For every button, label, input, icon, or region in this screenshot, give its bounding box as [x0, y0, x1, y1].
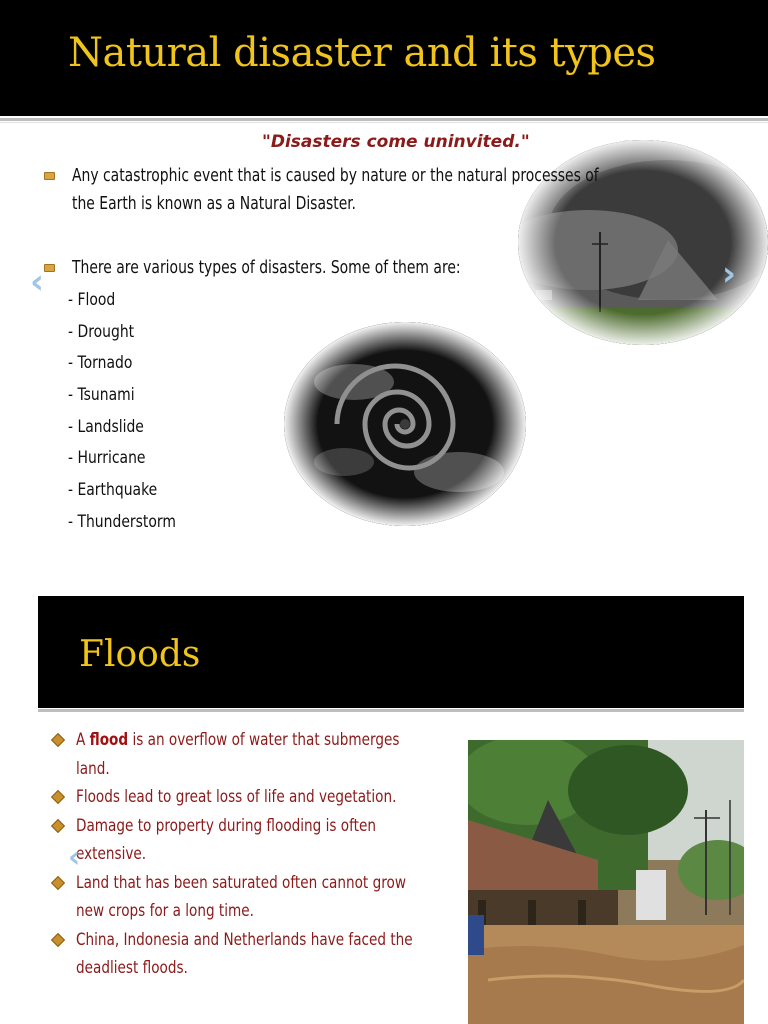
- bullet-line: China, Indonesia and Netherlands have faced the: [76, 929, 413, 950]
- bullet-line: Damage to property during flooding is often: [76, 815, 376, 836]
- flood-facts-list: [50, 726, 464, 983]
- list-item: - Landslide: [68, 416, 144, 437]
- slide-title: Floods: [79, 634, 201, 675]
- list-item: - Thunderstorm: [68, 511, 176, 532]
- list-item: - Hurricane: [68, 448, 146, 469]
- intro-line-1: Any catastrophic event that is caused by nature or the natural processes of: [72, 165, 599, 186]
- previous-slide-arrow[interactable]: ‹: [68, 840, 81, 875]
- bullet-line: extensive.: [76, 844, 147, 864]
- diamond-bullet-icon: [51, 932, 65, 946]
- list-item: - Flood: [68, 290, 116, 310]
- types-intro: There are various types of disasters. Some of them are:: [72, 257, 461, 278]
- bullet-line: deadliest floods.: [76, 958, 188, 978]
- list-item: - Drought: [68, 321, 135, 342]
- intro-line-2: the Earth is known as a Natural Disaster.: [72, 193, 356, 214]
- list-item: [50, 812, 464, 869]
- slide-quote: "Disasters come uninvited.": [262, 132, 530, 152]
- title-divider: [0, 118, 768, 121]
- slide-title-bar: [0, 0, 768, 116]
- slide-floods: [38, 596, 744, 1024]
- list-item: [50, 869, 464, 926]
- slide-title: Natural disaster and its types: [68, 30, 656, 76]
- title-divider: [38, 709, 744, 712]
- text: is an overflow of water that submerges: [128, 730, 400, 750]
- diamond-bullet-icon: [51, 818, 65, 832]
- bullet-line: land.: [76, 758, 110, 779]
- bullet-line: new crops for a long time.: [76, 901, 254, 921]
- bullet-square-icon: [44, 172, 55, 180]
- previous-slide-arrow[interactable]: ‹: [30, 262, 45, 302]
- bullet-square-icon: [44, 264, 55, 272]
- list-item: [50, 726, 464, 783]
- bullet-line: [76, 726, 400, 755]
- list-item: [50, 783, 464, 812]
- title-divider-thin: [0, 122, 768, 123]
- list-item: [50, 926, 464, 983]
- list-item: - Earthquake: [68, 480, 158, 501]
- intro-paragraph: [72, 162, 599, 218]
- diamond-bullet-icon: [51, 875, 65, 889]
- diamond-bullet-icon: [51, 733, 65, 747]
- slide-title-bar: [38, 596, 744, 708]
- keyword-flood: flood: [89, 730, 129, 750]
- flood-photo: [468, 740, 744, 1024]
- disaster-type-list: [68, 286, 176, 540]
- list-item: - Tsunami: [68, 385, 135, 406]
- text: A: [76, 730, 90, 750]
- hurricane-photo: [284, 322, 526, 526]
- bullet-line: Land that has been saturated often cannot grow: [76, 872, 406, 893]
- diamond-bullet-icon: [51, 790, 65, 804]
- next-slide-arrow[interactable]: ›: [722, 254, 737, 294]
- list-item: - Tornado: [68, 353, 133, 374]
- bullet-line: Floods lead to great loss of life and vegetation.: [76, 787, 397, 807]
